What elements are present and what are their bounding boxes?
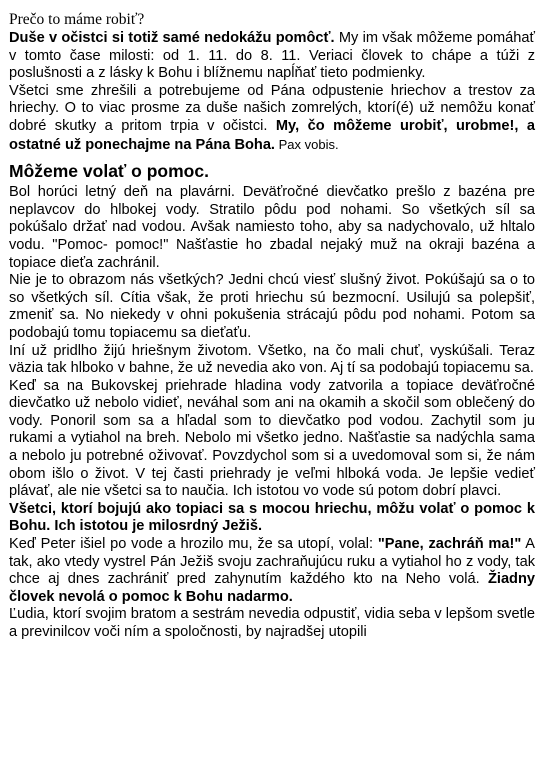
paragraph-image-of-us: Nie je to obrazom nás všetkých? Jedni chcú viesť slušný život. Pokúšajú sa o to so všetkých síl. Cítia však, že proti hriechu sú bezmocní. Usilujú sa polepšiť, zmeniť sa. No niekedy v ohni pokušenia strácajú pôdu pod nohami. Potom sa podobajú tomu topiacemu sa dieťaťu. <box>9 272 535 341</box>
bold-statement: Duše v očistci si totiž samé nedokážu pomôcť. <box>9 30 335 46</box>
paragraph-pool-story: Bol horúci letný deň na plavárni. Deväťročné dievčatko prešlo z bazéna pre neplavcov do hlbokej vody. Stratilo pôdu pod nohami. So všetkých síl sa pokúšalo držať nad vodou. Avšak namiesto toho, aby sa nadychovalo, už hltalo vodu. "Pomoc- pomoc!" Našťastie ho zbadal nejaký muž na okraji bazéna a topiace dieťa zachránil. <box>9 184 535 271</box>
paragraph-intro <box>9 30 535 83</box>
section-title-why: Prečo to máme robiť? <box>9 11 145 28</box>
paragraph-text: A tak, ako vtedy vystrel Pán Ježiš svoju zachraňujúcu ruku a vytiahol ho z vody, tak chce aj dnes zachrániť pred zahynutím každého kto na Neho volá. <box>9 536 535 588</box>
paragraph-forgive-others: Ľudia, ktorí svojim bratom a sestrám nevedia odpustiť, vidia seba v lepšom svetle a previnilcov voči ním a spoločnosti, by najradšej utopili <box>9 606 535 640</box>
section-heading-call-for-help: Môžeme volať o pomoc. <box>9 161 209 182</box>
bold-statement: Žiadny človek nevolá o pomoc k Bohu nadarmo. <box>9 571 535 605</box>
quote-save-me: "Pane, zachráň ma!" <box>377 536 522 553</box>
paragraph-sinful-life: Iní už pridlho žijú hriešnym životom. Všetko, na čo mali chuť, vyskúšali. Teraz väzia tak hlboko v bahne, že už nevedia ako von. Aj tí sa podobajú topiacemu sa. <box>9 342 535 377</box>
paragraph-bold-call: Všetci, ktorí bojujú ako topiaci sa s mocou hriechu, môžu volať o pomoc k Bohu. Ich istotou je milosrdný Ježiš. <box>9 500 535 535</box>
paragraph-peter <box>9 536 535 606</box>
paragraph-text: Všetci sme zhrešili a potrebujeme od Pána odpustenie hriechov a trestov za hriechy. O to viac prosme za duše našich zomrelých, ktorí(é) už nemôžu konať dobré skutky a pritom trpia v očistci. <box>9 82 535 134</box>
paragraph-dam-rescue: Keď sa na Bukovskej priehrade hladina vody zatvorila a topiace deväťročné dievčatko už nebolo vidieť, neváhal som ani na okamih a skočil som oblečený do vody. Ponoril som sa a hľadal som to dievčatko pod vodou. Zachytil som ju rukami a vytiahol na breh. Nebolo mi všetko jedno. Našťastie sa nadýchla sama a nebolo ju potrebné oživovať. Povzdychol som si a uvedomoval som si, že nám obom išlo o život. V tej časti priehrady je veľmi hlboká voda. Je lepšie vedieť plávať, ale nie všetci sa to naučia. Ich istotou vo vode sú potom dobrí plavci. <box>9 377 535 500</box>
document-page <box>9 10 535 642</box>
paragraph-text: My im však môžeme pomáhať v tomto čase milosti: od 1. 11. do 8. 11. Veriaci človek to chápe a túži z poslušnosti a z lásky k Bohu i blížnemu napĺňať tieto podmienky. <box>9 30 535 82</box>
bold-statement: My, čo môžeme urobiť, urobme!, a ostatné už ponechajme na Pána Boha. <box>9 117 535 153</box>
paragraph-text: Keď Peter išiel po vode a hrozilo mu, že sa utopí, volal: <box>9 536 378 553</box>
closing-greeting: Pax vobis. <box>275 136 339 152</box>
paragraph-forgiveness <box>9 83 535 154</box>
